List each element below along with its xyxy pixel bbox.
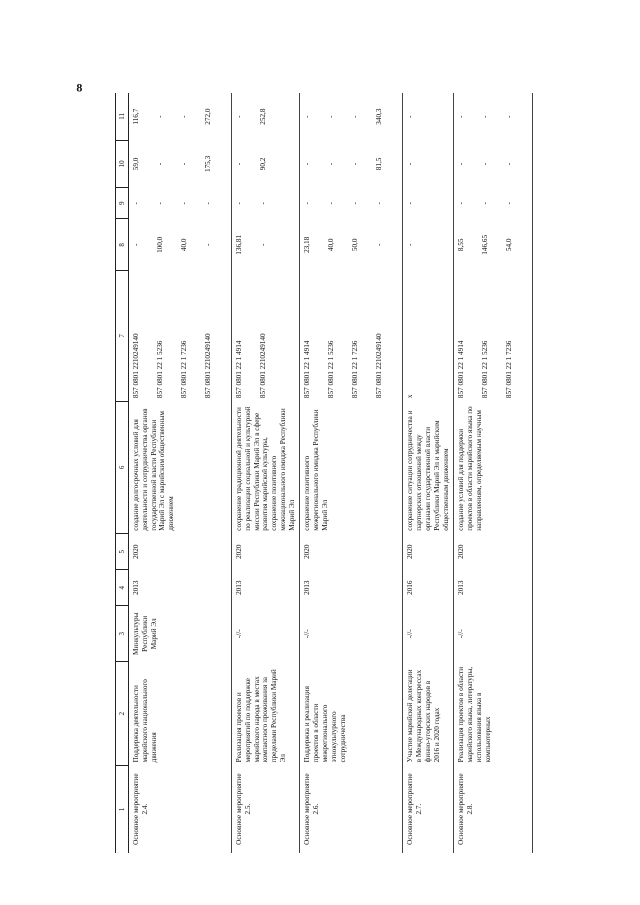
cell-c5: 2020 bbox=[303, 544, 312, 559]
cell-c6: сохранение традиционной деятельности по реализации социальной и культурной миссии Республики Марий Эл в сфере развития марийской культуры, сохранение позитивного межнационального имиджа Республики Марий Эл bbox=[235, 406, 296, 531]
cell-c1: Основное мероприятие 2.8. bbox=[457, 773, 475, 845]
cell-c3: -//- bbox=[303, 629, 312, 639]
cell-value: 23,18 bbox=[303, 236, 312, 253]
cell-value: - bbox=[375, 202, 384, 205]
cell-c3: -//- bbox=[457, 629, 466, 639]
cell-value: 857 0801 2210249140 bbox=[204, 333, 212, 399]
cell-value: 54,0 bbox=[505, 238, 514, 252]
table-body bbox=[129, 93, 533, 853]
cell-value: - bbox=[457, 162, 466, 166]
cell-c10 bbox=[129, 140, 232, 187]
cell-value: - bbox=[180, 115, 188, 118]
cell-value: 857 0801 2210249140 bbox=[259, 333, 267, 399]
cell-c2: Участие марийской делегации в Международных конгрессах финно-угорских народов в 2016 и 2020 годах bbox=[406, 669, 441, 763]
cell-c8 bbox=[129, 219, 232, 271]
column-header-5: 5 bbox=[116, 534, 129, 570]
cell-value: - bbox=[327, 202, 336, 205]
cell-c6: создание долгосрочных условий для деятельности и сотрудничества органов государственной власти Республики Марий Эл с марийским общественным движением bbox=[132, 408, 176, 531]
cell-c4: 2013 bbox=[235, 580, 243, 595]
cell-value: 857 0801 22 1 4914 bbox=[235, 340, 243, 399]
cell-c2: Поддержка деятельности марийского национального движения bbox=[132, 679, 158, 763]
cell-c3: -//- bbox=[406, 629, 415, 639]
cell-c6: создание условий для поддержки проектов в области марийского языка по направлениям, определяемым научным bbox=[457, 406, 483, 531]
cell-value: - bbox=[505, 202, 514, 205]
cell-value: 272,0 bbox=[204, 108, 212, 125]
cell-c4: 2016 bbox=[406, 580, 415, 595]
cell-value: 81,5 bbox=[375, 157, 384, 171]
cell-c8 bbox=[232, 219, 300, 271]
table-row bbox=[300, 93, 403, 853]
cell-c1: Основное мероприятие 2.4. bbox=[132, 773, 149, 845]
cell-value: - bbox=[235, 162, 243, 166]
column-header-11: 11 bbox=[116, 93, 129, 140]
cell-value: - bbox=[505, 162, 514, 166]
cell-value: 40,0 bbox=[180, 238, 188, 252]
cell-c7 bbox=[403, 271, 454, 401]
cell-value: 857 0801 22 1 5236 bbox=[481, 340, 490, 399]
cell-c3: Минкультуры Республики Марий Эл bbox=[132, 612, 158, 655]
cell-value: 857 0801 22 1 7236 bbox=[180, 340, 188, 399]
cell-c8 bbox=[300, 219, 403, 271]
cell-value: 59,0 bbox=[132, 157, 140, 171]
cell-c5: 2020 bbox=[235, 544, 243, 559]
cell-c9 bbox=[403, 188, 454, 219]
cell-value: - bbox=[180, 202, 188, 205]
cell-value: 136,81 bbox=[235, 234, 243, 255]
cell-value: - bbox=[481, 202, 490, 205]
cell-value: 857 0801 22 1 4914 bbox=[303, 340, 312, 399]
cell-value: - bbox=[156, 162, 164, 166]
cell-value: - bbox=[303, 202, 312, 205]
cell-c11 bbox=[300, 93, 403, 140]
cell-value: - bbox=[406, 202, 415, 205]
cell-value: - bbox=[303, 115, 312, 118]
cell-value: 857 0801 22 1 7236 bbox=[505, 340, 514, 399]
cell-value: - bbox=[259, 202, 267, 205]
cell-c9 bbox=[232, 188, 300, 219]
cell-value: - bbox=[351, 162, 360, 166]
cell-value: 116,7 bbox=[132, 108, 140, 125]
cell-value: 857 0801 22 1 7236 bbox=[351, 340, 360, 399]
cell-value: - bbox=[180, 162, 188, 166]
cell-c4: 2013 bbox=[132, 580, 140, 595]
column-header-9: 9 bbox=[116, 188, 129, 219]
cell-value: - bbox=[303, 162, 312, 166]
cell-c9 bbox=[300, 188, 403, 219]
column-header-4: 4 bbox=[116, 570, 129, 606]
cell-value: 857 0801 22 1 5236 bbox=[156, 340, 164, 399]
cell-c2: Поддержка и реализация проектов в области межрегионального этнокультурного сотрудничества bbox=[303, 686, 347, 763]
cell-value: 857 0801 2210249140 bbox=[375, 333, 384, 399]
cell-c11 bbox=[129, 93, 232, 140]
cell-c4: 2013 bbox=[457, 580, 466, 595]
cell-c5: 2020 bbox=[457, 544, 466, 559]
cell-value: 90,2 bbox=[259, 157, 267, 171]
cell-c5: 2020 bbox=[406, 544, 415, 559]
cell-c1: Основное мероприятие 2.7. bbox=[406, 773, 424, 845]
cell-c1: Основное мероприятие 2.6. bbox=[303, 773, 321, 845]
cell-c8 bbox=[454, 219, 533, 271]
cell-c7 bbox=[454, 271, 533, 401]
cell-c10 bbox=[232, 140, 300, 187]
column-header-10: 10 bbox=[116, 140, 129, 187]
column-header-2: 2 bbox=[116, 662, 129, 765]
cell-c3: -//- bbox=[235, 629, 243, 639]
cell-c11 bbox=[454, 93, 533, 140]
cell-value: 857 0801 22 1 4914 bbox=[457, 340, 466, 399]
column-header-7: 7 bbox=[116, 271, 129, 401]
cell-c5: 2020 bbox=[132, 544, 140, 559]
cell-value: 857 0801 2210249140 bbox=[132, 333, 140, 399]
cell-value: - bbox=[351, 115, 360, 118]
cell-value: 100,0 bbox=[156, 236, 164, 253]
rotated-table-container bbox=[76, 80, 560, 853]
cell-value: - bbox=[132, 202, 140, 205]
cell-c11 bbox=[403, 93, 454, 140]
cell-value: - bbox=[156, 115, 164, 118]
cell-value: 857 0801 22 1 5236 bbox=[327, 340, 336, 399]
cell-value: 40,0 bbox=[327, 238, 336, 252]
cell-c11 bbox=[232, 93, 300, 140]
cell-value: - bbox=[481, 162, 490, 166]
cell-value: 146,65 bbox=[481, 234, 490, 255]
table-row bbox=[129, 93, 232, 853]
cell-value: - bbox=[204, 243, 212, 247]
cell-value: - bbox=[235, 115, 243, 118]
cell-value: - bbox=[481, 115, 490, 118]
cell-value: - bbox=[375, 243, 384, 247]
cell-c10 bbox=[454, 140, 533, 187]
cell-c10 bbox=[300, 140, 403, 187]
cell-value: - bbox=[406, 162, 415, 166]
cell-value: - bbox=[406, 243, 415, 247]
column-number-row bbox=[116, 93, 129, 853]
cell-c7 bbox=[300, 271, 403, 401]
cell-c7 bbox=[129, 271, 232, 401]
column-header-8: 8 bbox=[116, 219, 129, 271]
cell-value: 252,8 bbox=[259, 108, 267, 125]
cell-c2: Реализация проектов и мероприятий по поддержке марийского народа в местах компактного проживания за пределами Республики Марий Эл bbox=[235, 669, 287, 763]
cell-value: - bbox=[406, 115, 415, 118]
cell-c9 bbox=[454, 188, 533, 219]
cell-c4: 2013 bbox=[303, 580, 312, 595]
cell-value: - bbox=[259, 243, 267, 247]
cell-c2: Реализация проектов в области марийского языка, литературы, использования языка в компьютерных bbox=[457, 666, 492, 763]
cell-c10 bbox=[403, 140, 454, 187]
column-header-6: 6 bbox=[116, 401, 129, 534]
column-header-3: 3 bbox=[116, 606, 129, 662]
page-number: 8 bbox=[76, 80, 83, 95]
cell-c6: сохранение позитивного межрегионального имиджа Республики Марий Эл bbox=[303, 409, 330, 531]
cell-value: - bbox=[327, 115, 336, 118]
cell-value: - bbox=[132, 243, 140, 247]
table-row bbox=[403, 93, 454, 853]
cell-c8 bbox=[403, 219, 454, 271]
cell-value: 50,0 bbox=[351, 238, 360, 252]
cell-value: - bbox=[156, 202, 164, 205]
table-row bbox=[232, 93, 300, 853]
program-activities-table bbox=[115, 93, 533, 853]
cell-value: - bbox=[457, 115, 466, 118]
cell-c7 bbox=[232, 271, 300, 401]
cell-value: x bbox=[406, 394, 415, 399]
cell-c6: сохранение ситуации сотрудничества и партнерских отношений между органами государственной власти Республики Марий Эл и марийским общественным движением bbox=[406, 410, 450, 531]
cell-value: - bbox=[204, 202, 212, 205]
cell-value: - bbox=[351, 202, 360, 205]
cell-value: 340,3 bbox=[375, 108, 384, 125]
cell-c9 bbox=[129, 188, 232, 219]
cell-value: 8,55 bbox=[457, 238, 466, 252]
table-row bbox=[454, 93, 533, 853]
cell-value: 175,3 bbox=[204, 155, 212, 172]
cell-value: - bbox=[235, 202, 243, 205]
cell-value: - bbox=[327, 162, 336, 166]
cell-value: - bbox=[505, 115, 514, 118]
cell-value: - bbox=[457, 202, 466, 205]
column-header-1: 1 bbox=[116, 765, 129, 853]
cell-c1: Основное мероприятие 2.5. bbox=[235, 773, 252, 845]
